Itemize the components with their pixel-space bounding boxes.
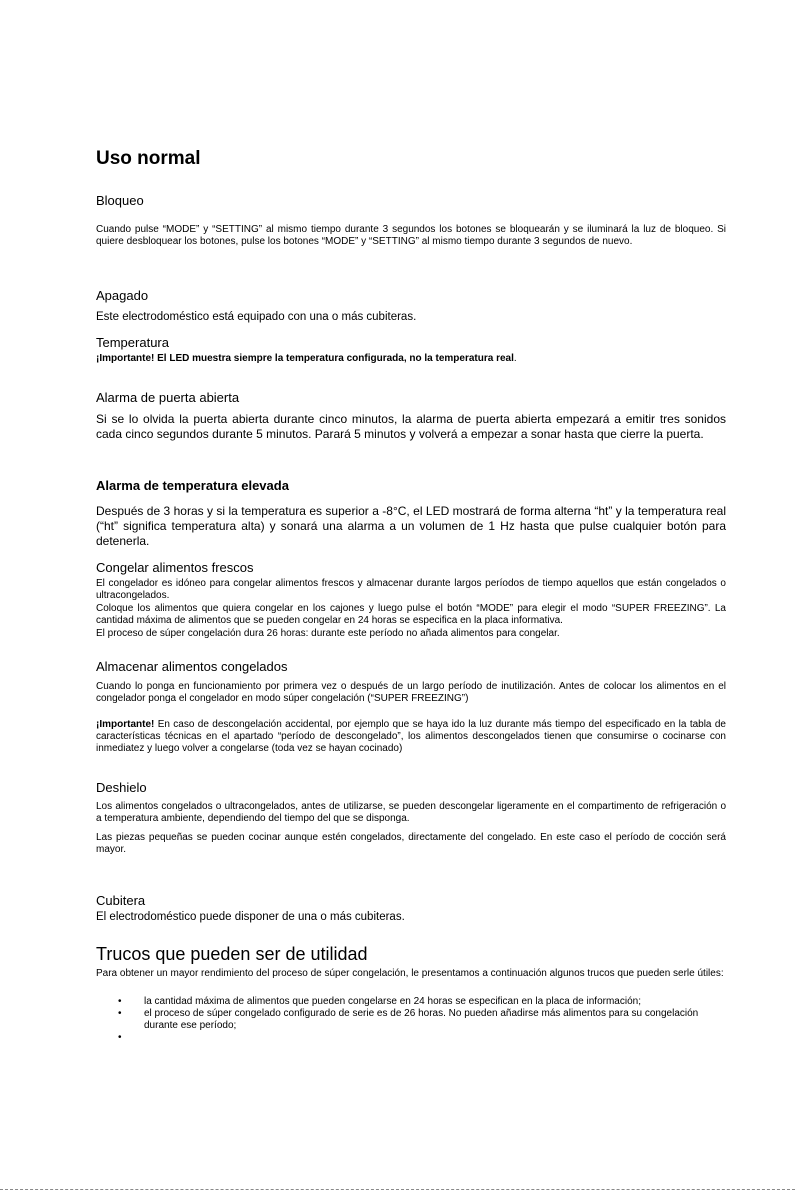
paragraph-congelar-2: Coloque los alimentos que quiera congelar en los cajones y luego pulse el botón “MODE” para elegir el modo “SUPER FREEZING”. La cantidad máxima de alimentos que se pueden congelar en 24 horas se especifica en la placa informativa. <box>96 603 726 626</box>
paragraph-alarma-puerta: Si se lo olvida la puerta abierta durante cinco minutos, la alarma de puerta abierta empezará a emitir tres sonidos cada cinco segundos durante 5 minutos. Parará 5 minutos y volverá a empezar a sonar hasta que cierre la puerta. <box>96 412 726 441</box>
list-item <box>96 1008 716 1032</box>
list-item-text: la cantidad máxima de alimentos que pueden congelarse en 24 horas se especifican en la placa de información; <box>144 996 641 1007</box>
paragraph-congelar-3: El proceso de súper congelación dura 26 horas: durante este período no añada alimentos para congelar. <box>96 628 560 639</box>
paragraph-deshielo-2: Las piezas pequeñas se pueden cocinar aunque estén congelados, directamente del congelado. En este caso el período de cocción será mayor. <box>96 832 726 855</box>
heading-congelar: Congelar alimentos frescos <box>96 560 254 575</box>
heading-trucos: Trucos que pueden ser de utilidad <box>96 944 368 964</box>
heading-almacenar: Almacenar alimentos congelados <box>96 659 288 674</box>
list-item <box>96 1032 716 1044</box>
paragraph-importante-almacenar <box>96 719 726 755</box>
heading-alarma-puerta: Alarma de puerta abierta <box>96 390 240 405</box>
heading-alarma-temperatura: Alarma de temperatura elevada <box>96 478 289 493</box>
list-item-text: el proceso de súper congelado configurado de serie es de 26 horas. No pueden añadirse más alimentos para su congelación durante ese período; <box>144 1008 699 1031</box>
note-tail: . <box>513 353 517 364</box>
paragraph-alarma-temperatura: Después de 3 horas y si la temperatura es superior a -8°C, el LED mostrará de forma alterna “ht” y la temperatura real (“ht” significa temperatura alta) y sonará una alarma a un volumen de 1 Hz hasta que pulse cualquier botón para detenerla. <box>96 504 726 548</box>
important-label: ¡Importante! <box>96 719 155 730</box>
paragraph-trucos-intro: Para obtener un mayor rendimiento del proceso de súper congelación, le presentamos a continuación algunos trucos que pueden serle útiles: <box>96 968 724 979</box>
tips-list <box>96 996 716 1044</box>
paragraph-apagado: Este electrodoméstico está equipado con una o más cubiteras. <box>96 311 417 323</box>
heading-bloqueo: Bloqueo <box>96 193 144 208</box>
list-item <box>96 996 716 1008</box>
paragraph-cubitera: El electrodoméstico puede disponer de una o más cubiteras. <box>96 911 405 923</box>
paragraph-almacenar: Cuando lo ponga en funcionamiento por primera vez o después de un largo período de inutilización. Antes de colocar los alimentos en el congelador ponga el congelador en modo súper congelación (“SUPER FREEZING”) <box>96 681 726 704</box>
paragraph-temperatura <box>96 353 726 365</box>
paragraph-congelar-1: El congelador es idóneo para congelar alimentos frescos y almacenar durante largos períodos de tiempo aquellos que están congelados o ultracongelados. <box>96 578 726 601</box>
bullet-icon: • <box>118 1032 122 1043</box>
heading-apagado: Apagado <box>96 288 149 303</box>
paragraph-bloqueo: Cuando pulse “MODE” y “SETTING” al mismo tiempo durante 3 segundos los botones se bloquearán y se iluminará la luz de bloqueo. Si quiere desbloquear los botones, pulse los botones “MODE” y “SETTING” al mismo tiempo durante 3 segundos de nuevo. <box>96 224 726 247</box>
important-note-temperatura: ¡Importante! El LED muestra siempre la temperatura configurada, no la temperatura real <box>96 353 514 364</box>
important-text: En caso de descongelación accidental, por ejemplo que se haya ido la luz durante más tiempo del especificado en la tabla de características técnicas en el apartado “período de descongelado”, los alimentos descongelados tienen que consumirse o cocinarse con inmediatez y luego volver a congelarse (toda vez se hayan cocinado) <box>96 719 726 754</box>
heading-deshielo: Deshielo <box>96 780 147 795</box>
bullet-icon: • <box>118 996 122 1007</box>
heading-temperatura: Temperatura <box>96 335 169 350</box>
paragraph-deshielo-1: Los alimentos congelados o ultracongelados, antes de utilizarse, se pueden descongelar ligeramente en el compartimento de refrigeración o a temperatura ambiente, dependiendo del tiempo del que se disponga. <box>96 801 726 824</box>
page-title: Uso normal <box>96 148 201 169</box>
bullet-icon: • <box>118 1008 122 1019</box>
heading-cubitera: Cubitera <box>96 893 146 908</box>
